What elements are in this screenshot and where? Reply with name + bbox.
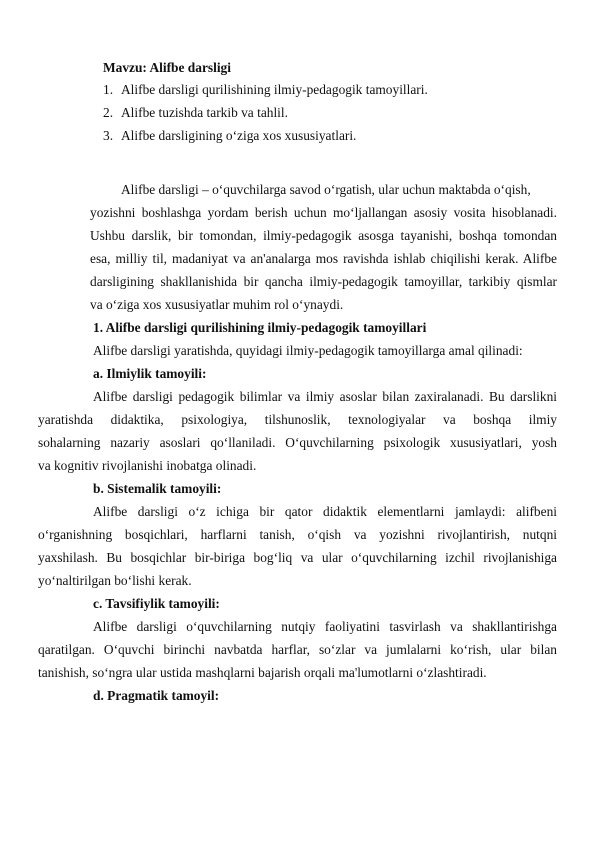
plan-item-number: 1. [103,82,114,97]
paragraph-line: Alifbe darsligi pedagogik bilimlar va ilmiy asoslar bilan zaxiralanadi. Bu darslikni [93,389,557,404]
plan-item-3 [103,128,356,144]
topic-title: Mavzu: Alifbe darsligi [103,60,231,75]
paragraph-line: tanishish, so‘ngra ular ustida mashqlarni bajarish orqali ma'lumotlarni o‘zlashtiradi. [38,665,487,680]
plan-item-text: Alifbe tuzishda tarkib va tahlil. [121,105,288,120]
paragraph-line: Alifbe darsligi o‘z ichiga bir qator didaktik elementlarni jamlaydi: alifbeni [93,504,557,519]
intro-line: yozishni boshlashga yordam berish uchun mo‘ljallangan asosiy vosita hisoblanadi. [90,205,557,220]
paragraph-line: yaratishda didaktika, psixologiya, tilshunoslik, texnologiyalar va boshqa ilmiy [38,412,557,427]
paragraph-line: o‘rganishning bosqichlari, harflarni tanish, o‘qish va yozishni rivojlantirish, nutqni [38,527,557,542]
plan-item-text: Alifbe darsligining o‘ziga xos xususiyatlari. [121,128,357,143]
subsection-heading-b: b. Sistemalik tamoyili: [93,481,222,496]
subsection-heading-a: a. Ilmiylik tamoyili: [93,366,207,381]
paragraph-line: yaxshilash. Bu bosqichlar bir-biriga bog‘liq va ular o‘quvchilarning izchil rivojlanishiga [38,550,557,565]
paragraph-line: yo‘naltirilgan bo‘lishi kerak. [38,573,192,588]
plan-item-1 [103,82,428,98]
subsection-heading-d: d. Pragmatik tamoyil: [93,688,220,703]
intro-line: darsligining shakllanishida bir qancha ilmiy-pedagogik tamoyillar, tarkibiy qismlar [90,274,557,289]
plan-item-number: 3. [103,128,114,143]
plan-item-number: 2. [103,105,114,120]
plan-item-2 [103,105,288,121]
subsection-heading-c: c. Tavsifiylik tamoyili: [93,596,220,611]
intro-line: esa, milliy til, madaniyat va an'analarga mos ravishda ishlab chiqilishi kerak. Alifbe [90,251,557,266]
intro-line: Ushbu darslik, bir tomondan, ilmiy-pedagogik asosga tayanishi, boshqa tomondan [90,228,557,243]
paragraph-line: sohalarning nazariy asoslari qo‘llaniladi. O‘quvchilarning psixologik xususiyatlari, yosh [38,435,557,450]
paragraph-line: qaratilgan. O‘quvchi birinchi navbatda harflar, so‘zlar va jumlalarni ko‘rish, ular bilan [38,642,557,657]
paragraph-line: Alifbe darsligi o‘quvchilarning nutqiy faoliyatini tasvirlash va shakllantirishga [93,619,557,634]
paragraph-line: va kognitiv rivojlanishi inobatga olinadi. [38,458,257,473]
intro-line: va o‘ziga xos xususiyatlar muhim rol o‘ynaydi. [90,297,344,312]
section-lead: Alifbe darsligi yaratishda, quyidagi ilmiy-pedagogik tamoyillarga amal qilinadi: [93,343,523,358]
plan-item-text: Alifbe darsligi qurilishining ilmiy-pedagogik tamoyillari. [121,82,428,97]
intro-line: Alifbe darsligi – o‘quvchilarga savod o‘rgatish, ular uchun maktabda o‘qish, [121,182,531,197]
section-heading: 1. Alifbe darsligi qurilishining ilmiy-pedagogik tamoyillari [93,320,427,335]
